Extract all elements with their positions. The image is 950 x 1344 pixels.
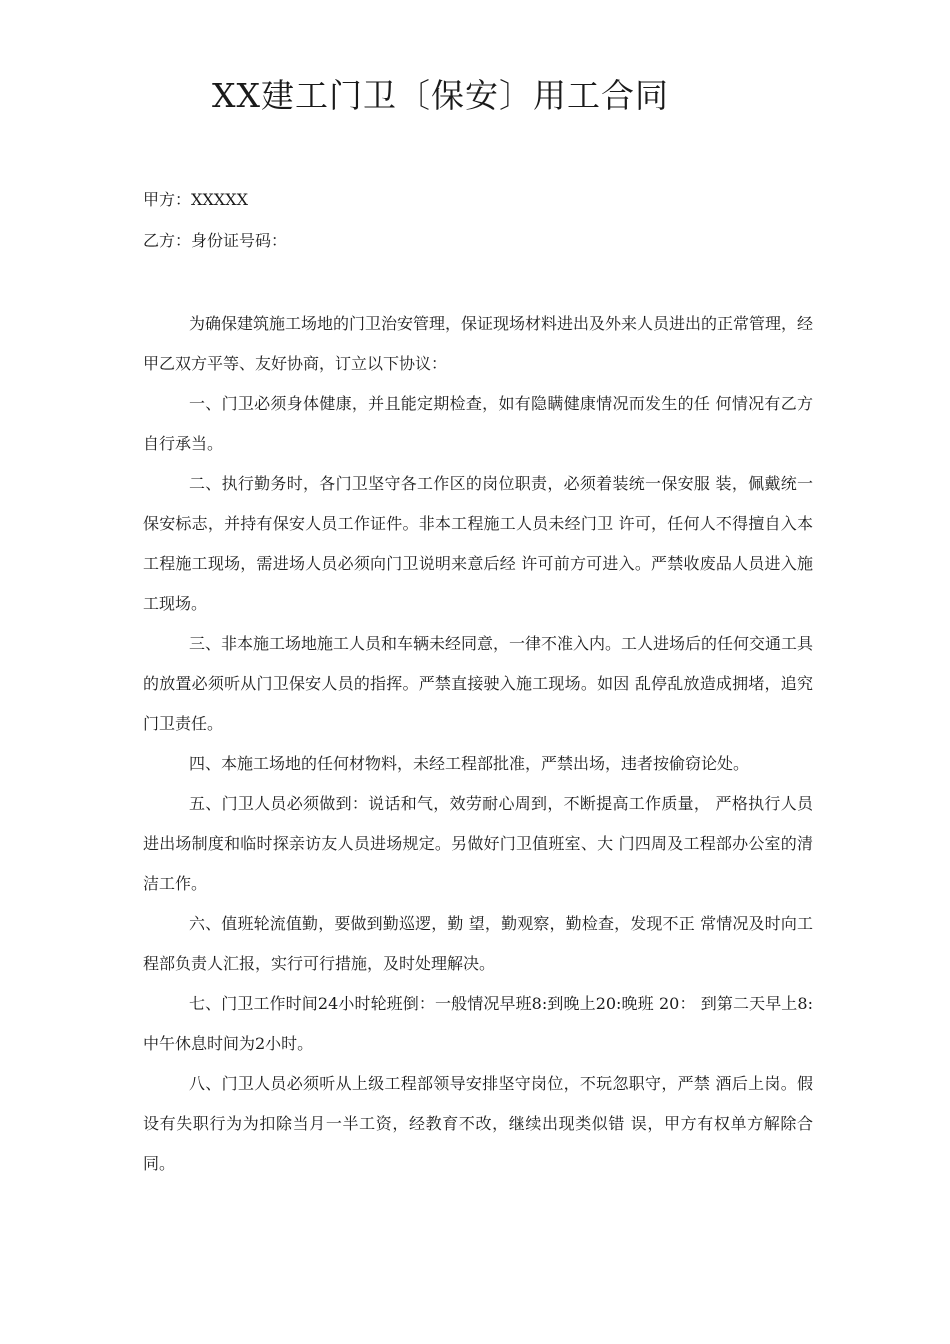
clause-8-paragraph: 八、门卫人员必须听从上级工程部领导安排坚守岗位，不玩忽职守，严禁 酒后上岗。假设有失职行为为扣除当月一半工资，经教育不改，继续出现类似错 误，甲方有权单方解除合同。	[143, 1074, 813, 1173]
clause-1-paragraph: 一、门卫必须身体健康，并且能定期检查，如有隐瞒健康情况而发生的任 何情况有乙方自行承当。	[143, 394, 813, 453]
preamble-paragraph: 为确保建筑施工场地的门卫治安管理，保证现场材料进出及外来人员进出的正常管理，经甲乙双方平等、友好协商，订立以下协议：	[143, 314, 814, 373]
clause-2-paragraph: 二、执行勤务时，各门卫坚守各工作区的岗位职责，必须着装统一保安服 装，佩戴统一保安标志，并持有保安人员工作证件。非本工程施工人员未经门卫 许可，任何人不得擅自入本工程施工现场，需进场人员必须向门卫说明来意后经 许可前方可进入。严禁收废品人员进入施工现场。	[143, 474, 813, 613]
clause-5-paragraph: 五、门卫人员必须做到：说话和气，效劳耐心周到，不断提高工作质量， 严格执行人员进出场制度和临时探亲访友人员进场规定。另做好门卫值班室、大 门四周及工程部办公室的清洁工作。	[143, 794, 813, 893]
party-a-line: 甲方：XXXXX	[143, 190, 248, 209]
contract-title: XX建工门卫〔保安〕用工合同	[212, 76, 669, 115]
clause-6-paragraph: 六、值班轮流值勤，要做到勤巡逻，勤 望，勤观察，勤检查，发现不正 常情况及时向工程部负责人汇报，实行可行措施，及时处理解决。	[143, 914, 813, 973]
clause-3-paragraph: 三、非本施工场地施工人员和车辆未经同意，一律不准入内。工人进场后的任何交通工具的放置必须听从门卫保安人员的指挥。严禁直接驶入施工现场。如因 乱停乱放造成拥堵，追究门卫责任。	[143, 634, 814, 733]
contract-body	[143, 304, 813, 1184]
clause-4-paragraph: 四、本施工场地的任何材物料，未经工程部批准，严禁出场，违者按偷窃论处。	[189, 754, 750, 773]
party-b-line: 乙方：身份证号码：	[143, 231, 288, 250]
clause-7-paragraph: 七、门卫工作时间24小时轮班倒：一般情况早班8:到晚上20:晚班 20： 到第二天早上8:中午休息时间为2小时。	[143, 994, 813, 1053]
